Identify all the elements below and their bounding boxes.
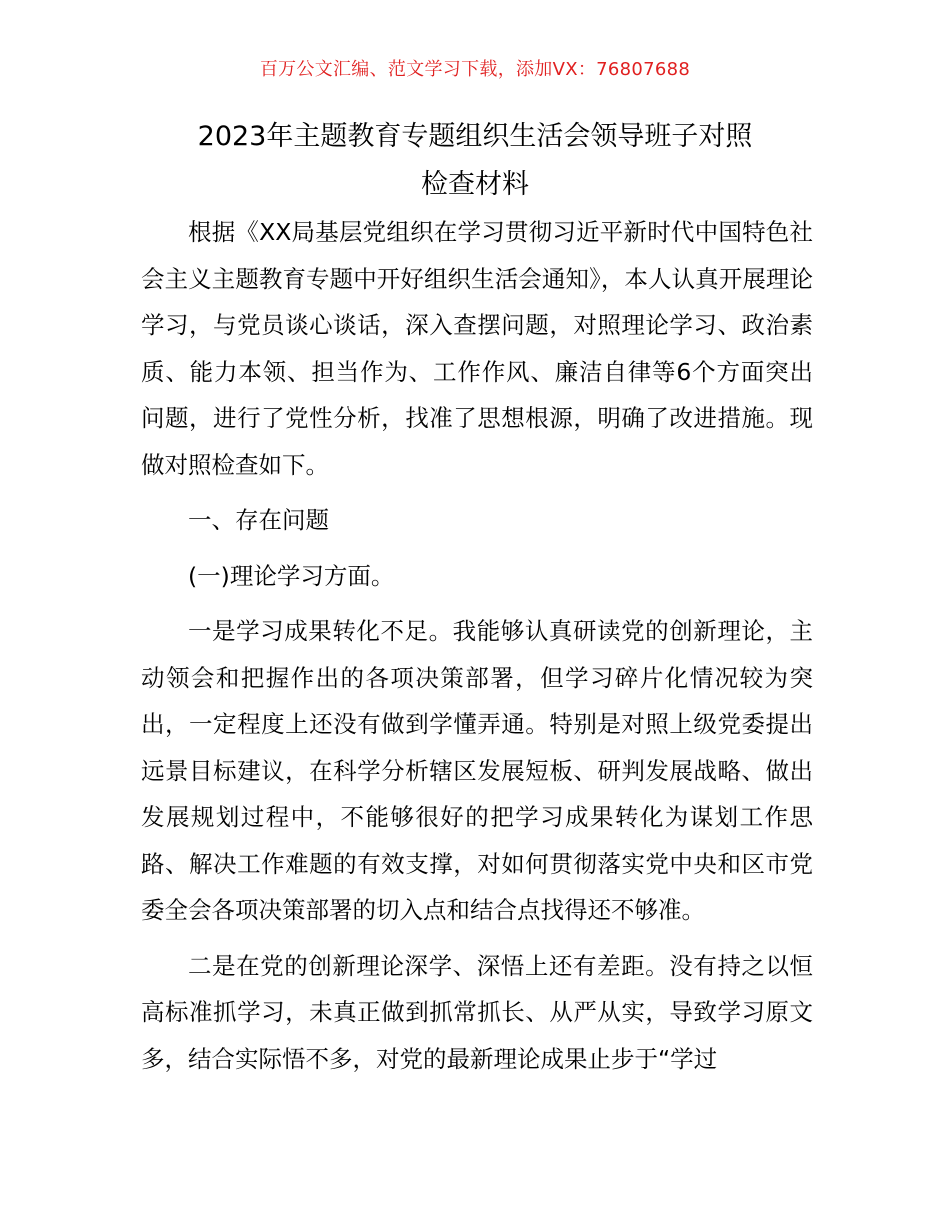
point-two-paragraph: 二是在党的创新理论深学、深悟上还有差距。没有持之以恒高标准抓学习，未真正做到抓常抓长、从严从实，导致学习原文多，结合实际悟不多，对党的最新理论成果止步于“学过 bbox=[141, 951, 813, 1073]
watermark-banner: 百万公文汇编、范文学习下载，添加VX：76807688 bbox=[259, 59, 691, 80]
title-line-1: 2023年主题教育专题组织生活会领导班子对照 bbox=[197, 121, 753, 152]
document-title bbox=[120, 113, 830, 209]
title-line-2: 检查材料 bbox=[421, 169, 529, 200]
document-body bbox=[141, 209, 813, 1091]
intro-paragraph: 根据《XX局基层党组织在学习贯彻习近平新时代中国特色社会主义主题教育专题中开好组织生活会通知》，本人认真开展理论学习，与党员谈心谈话，深入查摆问题，对照理论学习、政治素质、能力本领、担当作为、工作作风、廉洁自律等6个方面突出问题，进行了党性分析，找准了思想根源，明确了改进措施。现做对照检查如下。 bbox=[141, 218, 813, 479]
point-one-paragraph: 一是学习成果转化不足。我能够认真研读党的创新理论，主动领会和把握作出的各项决策部署，但学习碎片化情况较为突出，一定程度上还没有做到学懂弄通。特别是对照上级党委提出远景目标建议，在科学分析辖区发展短板、研判发展战略、做出发展规划过程中，不能够很好的把学习成果转化为谋划工作思路、解决工作难题的有效支撑，对如何贯彻落实党中央和区市党委全会各项决策部署的切入点和结合点找得还不够准。 bbox=[141, 617, 813, 924]
subsection-heading-theory: (一)理论学习方面。 bbox=[188, 561, 395, 590]
section-heading-problems: 一、存在问题 bbox=[188, 506, 329, 534]
